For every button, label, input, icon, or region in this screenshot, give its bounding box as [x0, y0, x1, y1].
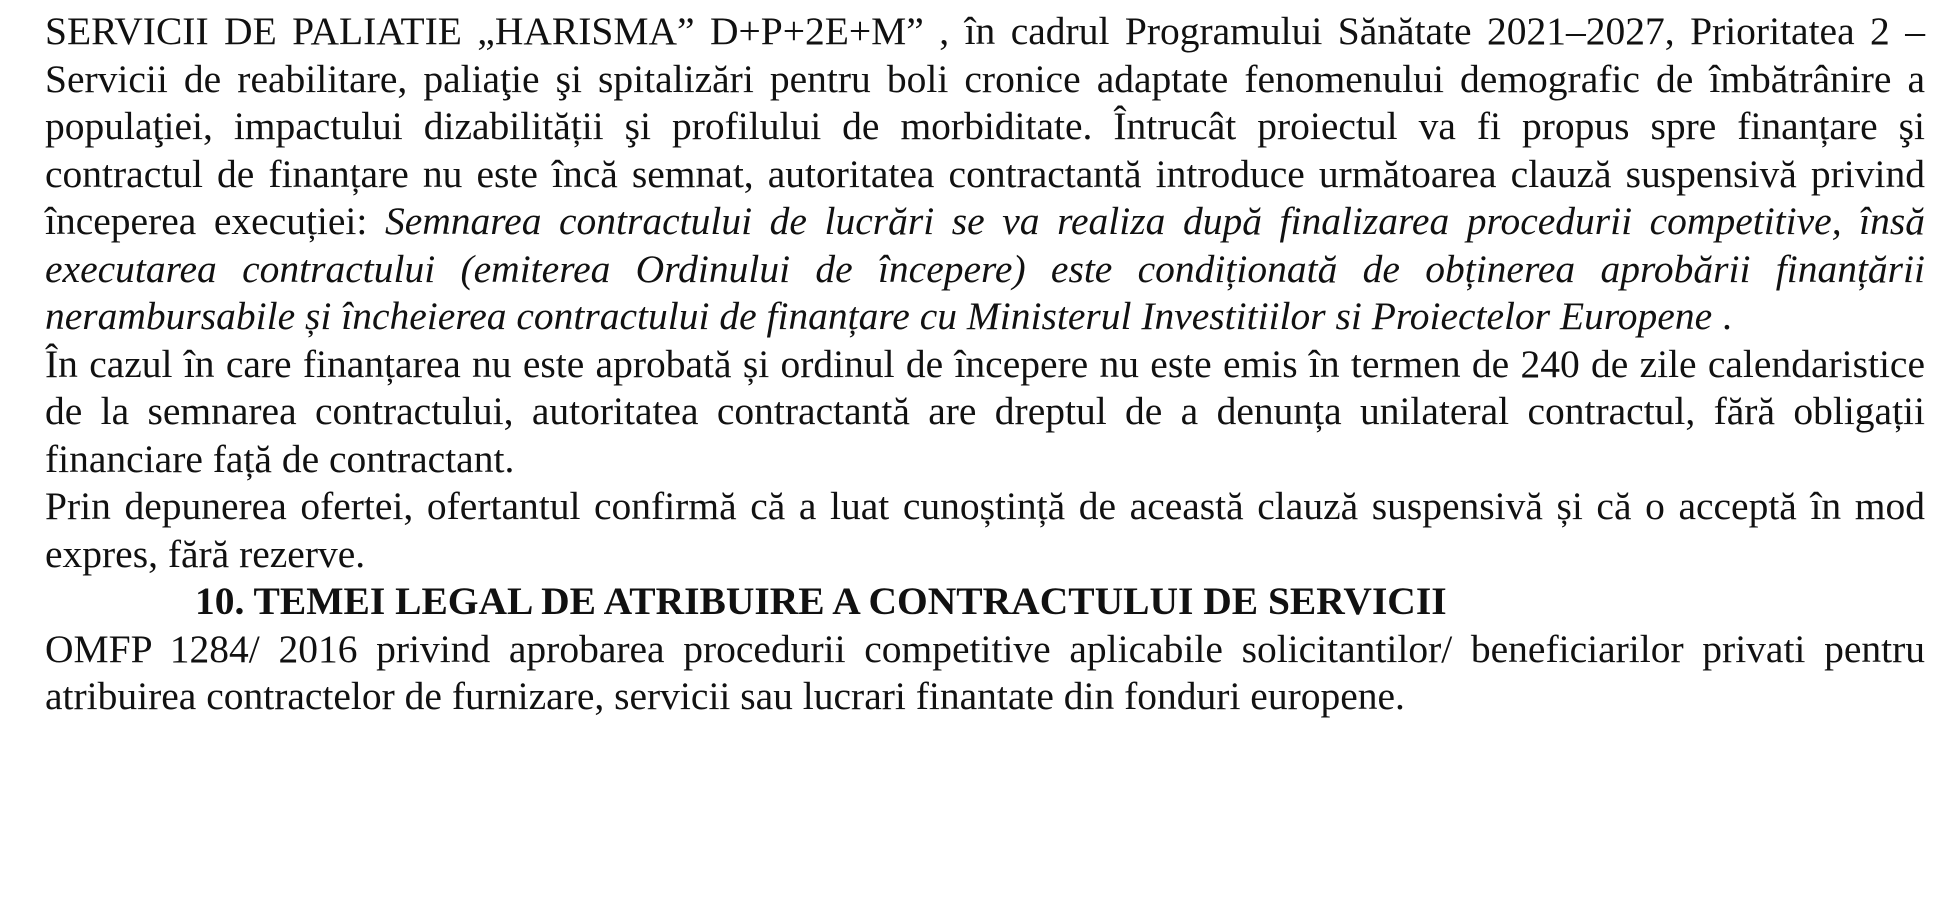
paragraph-termination-clause: În cazul în care finanțarea nu este aprobată și ordinul de începere nu este emis în termen de 240 de zile calendaristice de la semnarea contractului, autoritatea contractantă are dreptul de a denunța unilateral contractul, fără obligații financiare față de contractant.	[45, 341, 1925, 481]
italic-clause-text: Semnarea contractului de lucrări se va realiza după finalizarea procedurii competitive, însă executarea contractului (emiterea Ordinului de începere) este condiționată de obținerea aprobării finanțării nerambursabile și încheierea contractului de finanțare cu Ministerul Investitiilor si Proiectelor Europene	[45, 199, 1925, 338]
paragraph-lead-text: SERVICII DE PALIATIE „HARISMA” D+P+2E+M” , în cadrul Programului Sănătate 2021–2027, Prioritatea 2 – Servicii de reabilitare, paliaţie şi spitalizări pentru boli cronice adaptate fenomenului demografic de îmbătrânire a populaţiei, impactului dizabilității şi profilului de morbiditate. Întrucât proiectul va fi propus spre finanțare şi contractul de finanțare nu este încă semnat, autoritatea contractantă introduce următoarea clauză suspensivă privind începerea execuției:	[45, 9, 1925, 243]
paragraph-legal-basis: OMFP 1284/ 2016 privind aprobarea procedurii competitive aplicabile solicitantilor/ beneficiarilor privati pentru atribuirea contractelor de furnizare, servicii sau lucrari finantate din fonduri europene.	[45, 626, 1925, 718]
document-page	[45, 8, 1925, 721]
section-heading: 10. TEMEI LEGAL DE ATRIBUIRE A CONTRACTULUI DE SERVICII	[195, 579, 1447, 623]
paragraph-offer-acceptance: Prin depunerea ofertei, ofertantul confirmă că a luat cunoștință de această clauză suspensivă și că o acceptă în mod expres, fără rezerve.	[45, 484, 1925, 576]
paragraph-suspensive-clause	[45, 8, 1925, 341]
paragraph-tail-text: .	[1712, 294, 1732, 338]
